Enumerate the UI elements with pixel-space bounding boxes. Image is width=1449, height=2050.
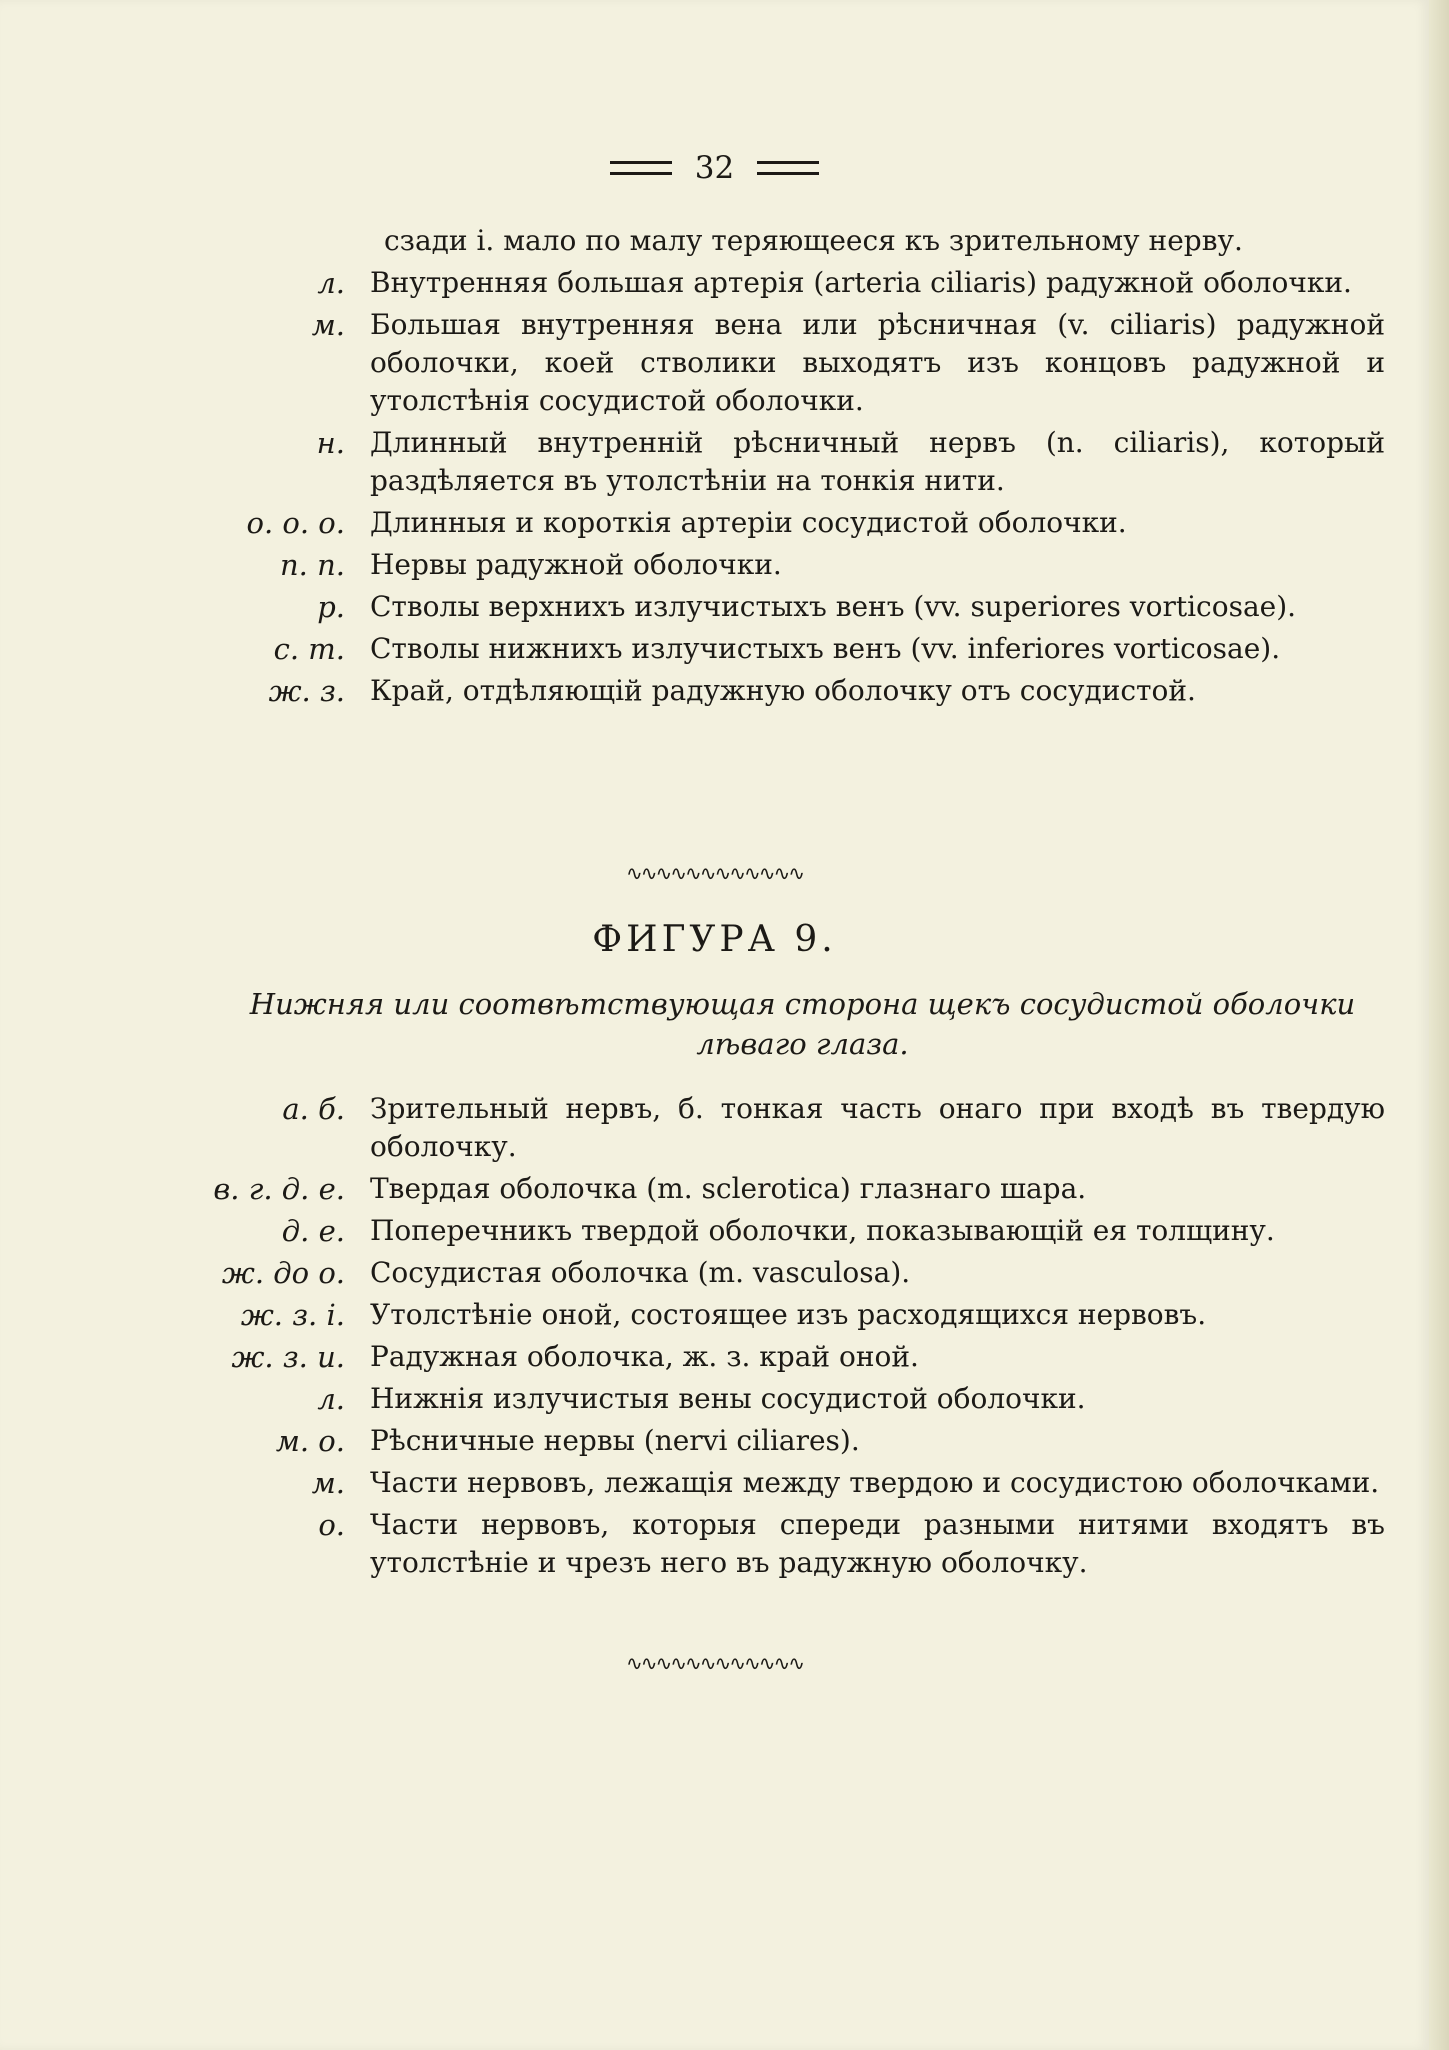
legend-entry [0, 672, 1429, 710]
legend-entry [0, 1464, 1429, 1502]
entry-text: Части нервовъ, лежащія между твердою и сосудистою оболочками. [370, 1466, 1380, 1499]
ornament-divider-bottom: ∿∿∿∿∿∿∿∿∿∿∿∿ [625, 1651, 804, 1675]
entry-text: Длинный внутренній рѣсничный нервъ (n. ciliaris), который раздѣляется въ утолстѣніи на тонкія нити. [370, 426, 1385, 497]
entry-label: м. [311, 308, 345, 342]
entry-text: Части нервовъ, которыя спереди разными нитями входятъ въ утолстѣніе и чрезъ него въ радужную оболочку. [370, 1508, 1385, 1579]
entry-text: сзади i. мало по малу теряющееся къ зрительному нерву. [384, 224, 1243, 257]
entry-label: н. [316, 426, 345, 460]
entry-text: Утолстѣніе оной, состоящее изъ расходящихся нервовъ. [370, 1298, 1207, 1331]
entry-text: Край, отдѣляющій радужную оболочку отъ сосудистой. [370, 674, 1196, 707]
header-rule-left [610, 161, 672, 175]
legend-entry [0, 1212, 1429, 1250]
entry-text: Твердая оболочка (m. sclerotica) глазнаго шара. [370, 1172, 1087, 1205]
entry-label: п. п. [279, 548, 345, 582]
legend-entry [0, 306, 1429, 420]
entry-text: Рѣсничные нервы (nervi ciliares). [370, 1424, 860, 1457]
entry-label: ж. з. и. [231, 1340, 345, 1374]
entry-text: Стволы верхнихъ излучистыхъ венъ (vv. superiores vorticosae). [370, 590, 1297, 623]
entry-text: Поперечникъ твердой оболочки, показывающій ея толщину. [370, 1214, 1275, 1247]
entry-text: Нервы радужной оболочки. [370, 548, 782, 581]
legend-entry [0, 1506, 1429, 1582]
entry-label: ж. з. i. [240, 1298, 345, 1332]
entry-text: Нижнія излучистыя вены сосудистой оболочки. [370, 1382, 1086, 1415]
entry-text: Внутренняя большая артерія (arteria ciliaris) радужной оболочки. [370, 266, 1352, 299]
entry-label: р. [317, 590, 345, 624]
entry-text: Зрительный нервъ, б. тонкая часть онаго при входѣ въ твердую оболочку. [370, 1092, 1385, 1163]
entry-text: Длинныя и короткія артеріи сосудистой оболочки. [370, 506, 1127, 539]
legend-entry [0, 264, 1429, 302]
top-legend [0, 222, 1429, 714]
legend-entry [0, 424, 1429, 500]
figure-subtitle: Нижняя или соотвѣтствующая сторона щекъ сосудистой оболочки лѣваго глаза. [249, 987, 1356, 1061]
entry-text: Радужная оболочка, ж. з. край оной. [370, 1340, 919, 1373]
entry-label: м. [311, 1466, 345, 1500]
legend-entry [0, 1296, 1429, 1334]
entry-label: о. [318, 1508, 345, 1542]
entry-label: в. г. д. е. [213, 1172, 345, 1206]
legend-entry [0, 1338, 1429, 1376]
entry-label: м. о. [275, 1424, 345, 1458]
entry-label: д. е. [281, 1214, 345, 1248]
legend-entry [0, 1090, 1429, 1166]
legend-entry [0, 1380, 1429, 1418]
entry-text: Стволы нижнихъ излучистыхъ венъ (vv. inferiores vorticosae). [370, 632, 1281, 665]
entry-label: л. [317, 266, 345, 300]
legend-entry [0, 1422, 1429, 1460]
entry-label: ж. до о. [221, 1256, 345, 1290]
header-rule-right [757, 161, 819, 175]
legend-entry [0, 504, 1429, 542]
entry-label: ж. з. [268, 674, 345, 708]
legend-entry [0, 1254, 1429, 1292]
legend-entry [0, 1170, 1429, 1208]
entry-text: Сосудистая оболочка (m. vasculosa). [370, 1256, 911, 1289]
figure-legend [0, 1090, 1429, 1586]
page-edge [1429, 0, 1449, 2050]
page-number: 32 [694, 150, 735, 186]
entry-label: а. б. [282, 1092, 345, 1126]
page-header [0, 150, 1429, 190]
figure-heading: ФИГУРА 9. [592, 919, 837, 960]
ornament-divider: ∿∿∿∿∿∿∿∿∿∿∿∿ [625, 861, 804, 885]
legend-entry [0, 588, 1429, 626]
entry-text: Большая внутренняя вена или рѣсничная (v. ciliaris) радужной оболочки, коей стволики выходятъ изъ концовъ радужной и утолстѣнія сосудистой оболочки. [370, 308, 1385, 417]
entry-label: с. т. [273, 632, 345, 666]
entry-label: л. [317, 1382, 345, 1416]
legend-entry [0, 222, 1429, 260]
legend-entry [0, 546, 1429, 584]
legend-entry [0, 630, 1429, 668]
entry-label: о. о. о. [246, 506, 345, 540]
